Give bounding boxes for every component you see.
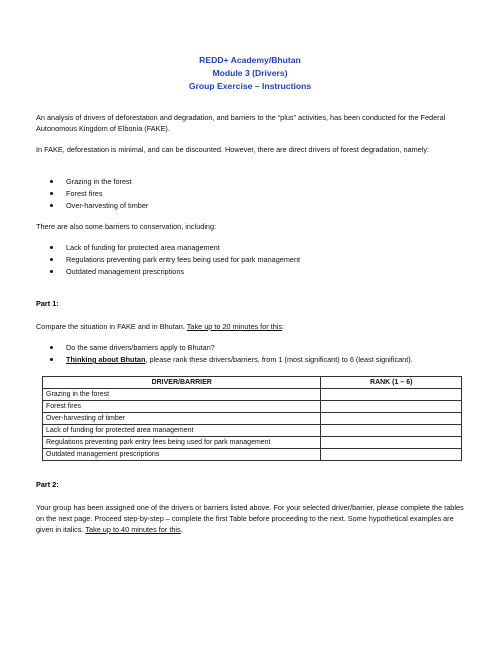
bullet-icon (50, 192, 53, 195)
bullet-icon (50, 246, 53, 249)
title-line-2: Module 3 (Drivers) (212, 68, 288, 78)
table-row (43, 401, 462, 413)
rank-cell[interactable] (321, 437, 462, 449)
list-item: Do the same drivers/barriers apply to Bhutan? (36, 342, 476, 354)
table-row (43, 425, 462, 437)
rank-cell[interactable] (321, 389, 462, 401)
list-item: Grazing in the forest (36, 176, 476, 188)
rank-cell[interactable] (321, 425, 462, 437)
part1-text: Compare the situation in FAKE and in Bhutan. Take up to 20 minutes for this: (36, 322, 285, 331)
bullet-icon (50, 346, 53, 349)
bullet-icon (50, 258, 53, 261)
driver-cell: Outdated management prescriptions (43, 449, 321, 461)
bullet-icon (50, 204, 53, 207)
drivers-list (36, 176, 476, 212)
rank-cell[interactable] (321, 401, 462, 413)
bullet-icon (50, 358, 53, 361)
list-item: Regulations preventing park entry fees being used for park management (36, 254, 476, 266)
bullet-icon (50, 180, 53, 183)
bullet-icon (50, 270, 53, 273)
ranking-table (42, 376, 462, 461)
part2-heading: Part 2: (36, 480, 59, 489)
table-row (43, 389, 462, 401)
part1-heading: Part 1: (36, 299, 59, 308)
driver-cell: Over-harvesting of timber (43, 413, 321, 425)
list-item: Forest fires (36, 188, 476, 200)
barriers-intro: There are also some barriers to conservation, including: (36, 222, 217, 231)
rank-cell[interactable] (321, 449, 462, 461)
table-header-row (43, 377, 462, 389)
driver-cell: Grazing in the forest (43, 389, 321, 401)
list-item: Thinking about Bhutan, please rank these drivers/barriers, from 1 (most significant) to 6 (least significant). (36, 354, 476, 366)
list-item: Over-harvesting of timber (36, 200, 476, 212)
document-title (0, 54, 500, 93)
title-line-1: REDD+ Academy/Bhutan (199, 55, 301, 65)
fake-paragraph: In FAKE, deforestation is minimal, and can be discounted. However, there are direct drivers of forest degradation, namely: (36, 145, 430, 154)
column-header-rank: RANK (1 – 6) (321, 377, 462, 389)
part1-questions (36, 342, 476, 366)
driver-cell: Forest fires (43, 401, 321, 413)
driver-cell: Regulations preventing park entry fees being used for park management (43, 437, 321, 449)
table-row (43, 437, 462, 449)
list-item: Lack of funding for protected area management (36, 242, 476, 254)
column-header-driver: DRIVER/BARRIER (43, 377, 321, 389)
driver-cell: Lack of funding for protected area management (43, 425, 321, 437)
part2-text: Your group has been assigned one of the drivers or barriers listed above. For your selected driver/barrier, please complete the tables on the next page. Proceed step-by-step – complete the first Table before proceeding to the next. Some hypothetical examples are given in italics. Take up to 40 minutes for this. (36, 503, 464, 534)
intro-paragraph: An analysis of drivers of deforestation and degradation, and barriers to the “plus” activities, has been conducted for the Federal Autonomous Kingdom of Elbonia (FAKE). (36, 113, 446, 133)
barriers-list (36, 242, 476, 278)
rank-cell[interactable] (321, 413, 462, 425)
title-line-3: Group Exercise – Instructions (188, 81, 312, 91)
table-row (43, 449, 462, 461)
list-item: Outdated management prescriptions (36, 266, 476, 278)
table-row (43, 413, 462, 425)
